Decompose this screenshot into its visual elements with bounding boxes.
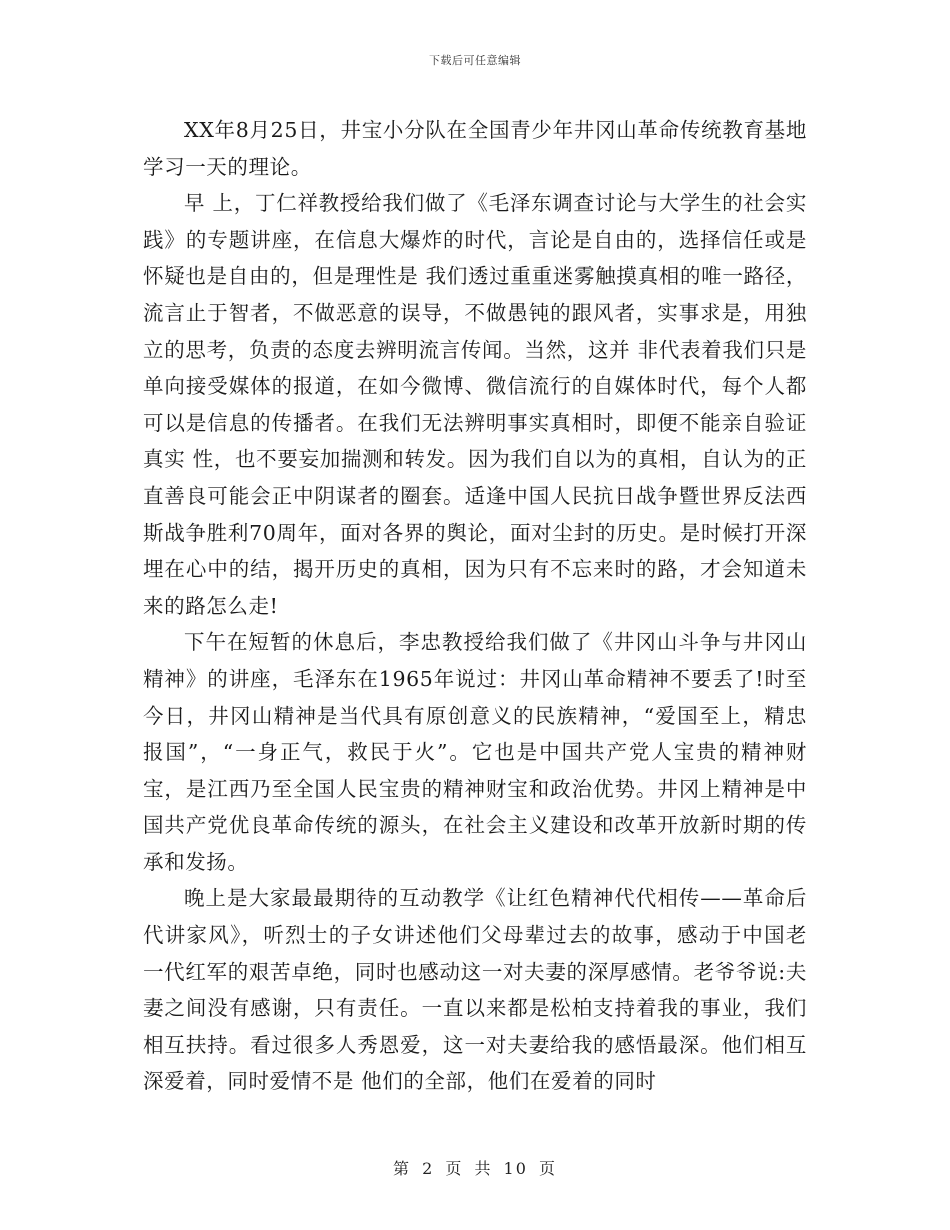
header-note: 下载后可任意编辑 xyxy=(429,54,521,67)
page-number-footer: 第 2 页 共 10 页 xyxy=(393,1159,557,1178)
paragraph: 早 上，丁仁祥教授给我们做了《毛泽东调查讨论与大学生的社会实践》的专题讲座，在信息大爆炸的时代，言论是自由的，选择信任或是怀疑也是自由的，但是理性是 我们透过重重迷雾触摸真相的唯一路径，流言止于智者，不做恶意的误导，不做愚钝的跟风者，实事求是，用独立的思考，负责的态度去辨明流言传闻。当然，这并 非代表着我们只是单向接受媒体的报道，在如今微博、微信流行的自媒体时代，每个人都可以是信息的传播者。在我们无法辨明事实真相时，即便不能亲自验证真实 性，也不要妄加揣测和转发。因为我们自以为的真相，自认为的正直善良可能会正中阴谋者的圈套。适逢中国人民抗日战争暨世界反法西斯战争胜利70周年，面对各界的舆论，面对尘封的历史。是时候打开深埋在心中的结，揭开历史的真相，因为只有不忘来时的路，才会知道未来的路怎么走! xyxy=(143,191,807,618)
document-body xyxy=(143,112,807,1100)
paragraph: 晚上是大家最最期待的互动教学《让红色精神代代相传——革命后代讲家风》，听烈士的子女讲述他们父母辈过去的故事，感动于中国老一代红军的艰苦卓绝，同时也感动这一对夫妻的深厚感情。老爷爷说:夫 妻之间没有感谢，只有责任。一直以来都是松柏支持着我的事业，我们相互扶持。看过很多人秀恩爱，这一对夫妻给我的感悟最深。他们相互深爱着，同时爱情不是 他们的全部，他们在爱着的同时 xyxy=(143,886,807,1094)
paragraph: 下午在短暂的休息后，李忠教授给我们做了《井冈山斗争与井冈山精神》的讲座，毛泽东在1965年说过：井冈山革命精神不要丢了!时至今日，井冈山精神是当代具有原创意义的民族精神，“爱国至上，精忠报国”，“一身正气，救民于火”。它也是中国共产党人宝贵的精神财宝，是江西乃至全国人民宝贵的精神财宝和政治优势。井冈上精神是中国共产党优良革命传统的源头，在社会主义建设和改革开放新时期的传承和发扬。 xyxy=(143,630,807,874)
paragraph: XX年8月25日，井宝小分队在全国青少年井冈山革命传统教育基地学习一天的理论。 xyxy=(143,118,807,179)
